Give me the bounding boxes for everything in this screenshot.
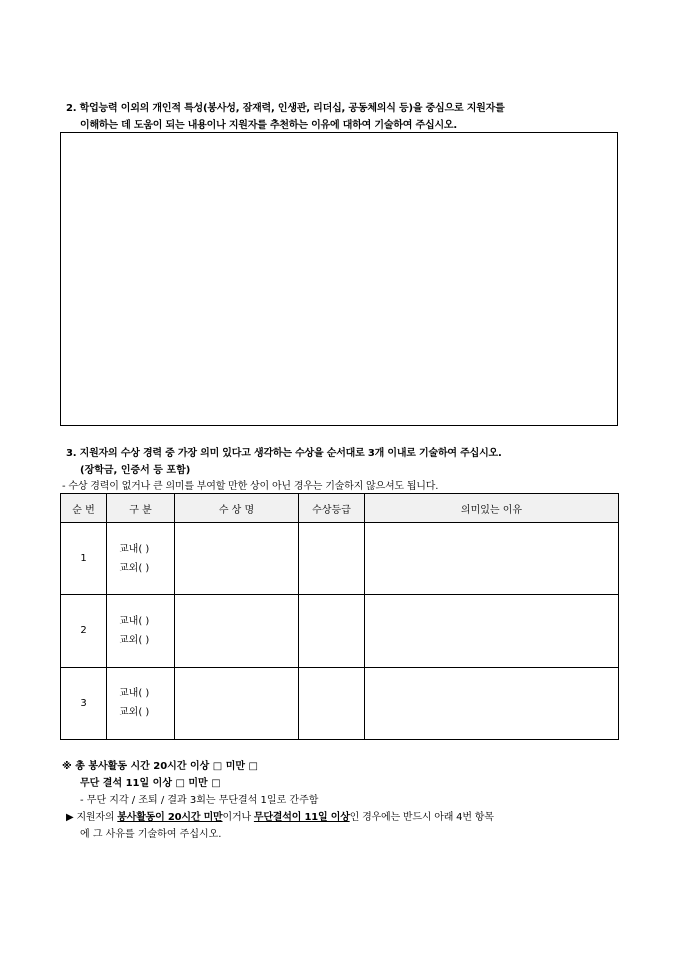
award-name-cell[interactable] [175, 595, 299, 667]
instruction-part: ▶ 지원자의 [66, 812, 118, 823]
row-number: 2 [61, 595, 107, 667]
absence-line: 무단 결석 11일 이상 □ 미만 □ [80, 778, 221, 789]
question-2-title: 2. 학업능력 이외의 개인적 특성(봉사성, 잠재력, 인생관, 리더십, 공동체의식 등)을 중심으로 지원자를 [66, 103, 505, 114]
absence-rule-note: - 무단 지각 / 조퇴 / 결과 3회는 무단결석 1일로 간주함 [80, 795, 319, 806]
instruction-volunteer-emphasis: 봉사활동이 20시간 미만 [117, 812, 223, 823]
instruction-absence-emphasis: 무단결석이 11일 이상 [253, 812, 350, 823]
header-category: 구 분 [107, 494, 175, 523]
external-checkbox[interactable]: 교외( ) [119, 707, 150, 719]
question-3-note: - 수상 경력이 없거나 큰 의미를 부여할 만한 상이 아닌 경우는 기술하지 않으셔도 됩니다. [62, 481, 439, 492]
table-row [61, 667, 619, 739]
question-3-subtitle: (장학금, 인증서 등 포함) [80, 465, 191, 476]
internal-checkbox[interactable]: 교내( ) [119, 688, 150, 700]
question-3-title: 3. 지원자의 수상 경력 중 가장 의미 있다고 생각하는 수상을 순서대로 3개 이내로 기술하여 주십시오. [66, 448, 502, 459]
header-number: 순 번 [61, 494, 107, 523]
category-cell [107, 523, 175, 595]
award-name-cell[interactable] [175, 667, 299, 739]
volunteer-hours-line: ※ 총 봉사활동 시간 20시간 이상 □ 미만 □ [62, 761, 258, 772]
header-meaningful-reason: 의미있는 이유 [365, 494, 619, 523]
awards-table [60, 493, 619, 740]
category-cell [107, 595, 175, 667]
award-grade-cell[interactable] [299, 667, 365, 739]
instruction-part: 인 경우에는 반드시 아래 4번 항목 [349, 812, 494, 823]
reason-cell[interactable] [365, 523, 619, 595]
award-grade-cell[interactable] [299, 595, 365, 667]
table-header-row [61, 494, 619, 523]
reason-cell[interactable] [365, 595, 619, 667]
external-checkbox[interactable]: 교외( ) [119, 562, 150, 574]
internal-checkbox[interactable]: 교내( ) [119, 543, 150, 555]
instruction-line-2: 에 그 사유를 기술하여 주십시오. [80, 829, 222, 840]
question-2-title-cont: 이해하는 데 도움이 되는 내용이나 지원자를 추천하는 이유에 대하여 기술하여 주십시오. [80, 120, 457, 131]
external-checkbox[interactable]: 교외( ) [119, 634, 150, 646]
header-award-name: 수 상 명 [175, 494, 299, 523]
row-number: 1 [61, 523, 107, 595]
recommendation-text-area[interactable] [60, 132, 618, 426]
reason-cell[interactable] [365, 667, 619, 739]
award-grade-cell[interactable] [299, 523, 365, 595]
table-row [61, 523, 619, 595]
row-number: 3 [61, 667, 107, 739]
award-name-cell[interactable] [175, 523, 299, 595]
instruction-part: 이거나 [222, 812, 254, 823]
header-award-grade: 수상등급 [299, 494, 365, 523]
internal-checkbox[interactable]: 교내( ) [119, 615, 150, 627]
instruction-line [66, 808, 494, 823]
category-cell [107, 667, 175, 739]
table-row [61, 595, 619, 667]
